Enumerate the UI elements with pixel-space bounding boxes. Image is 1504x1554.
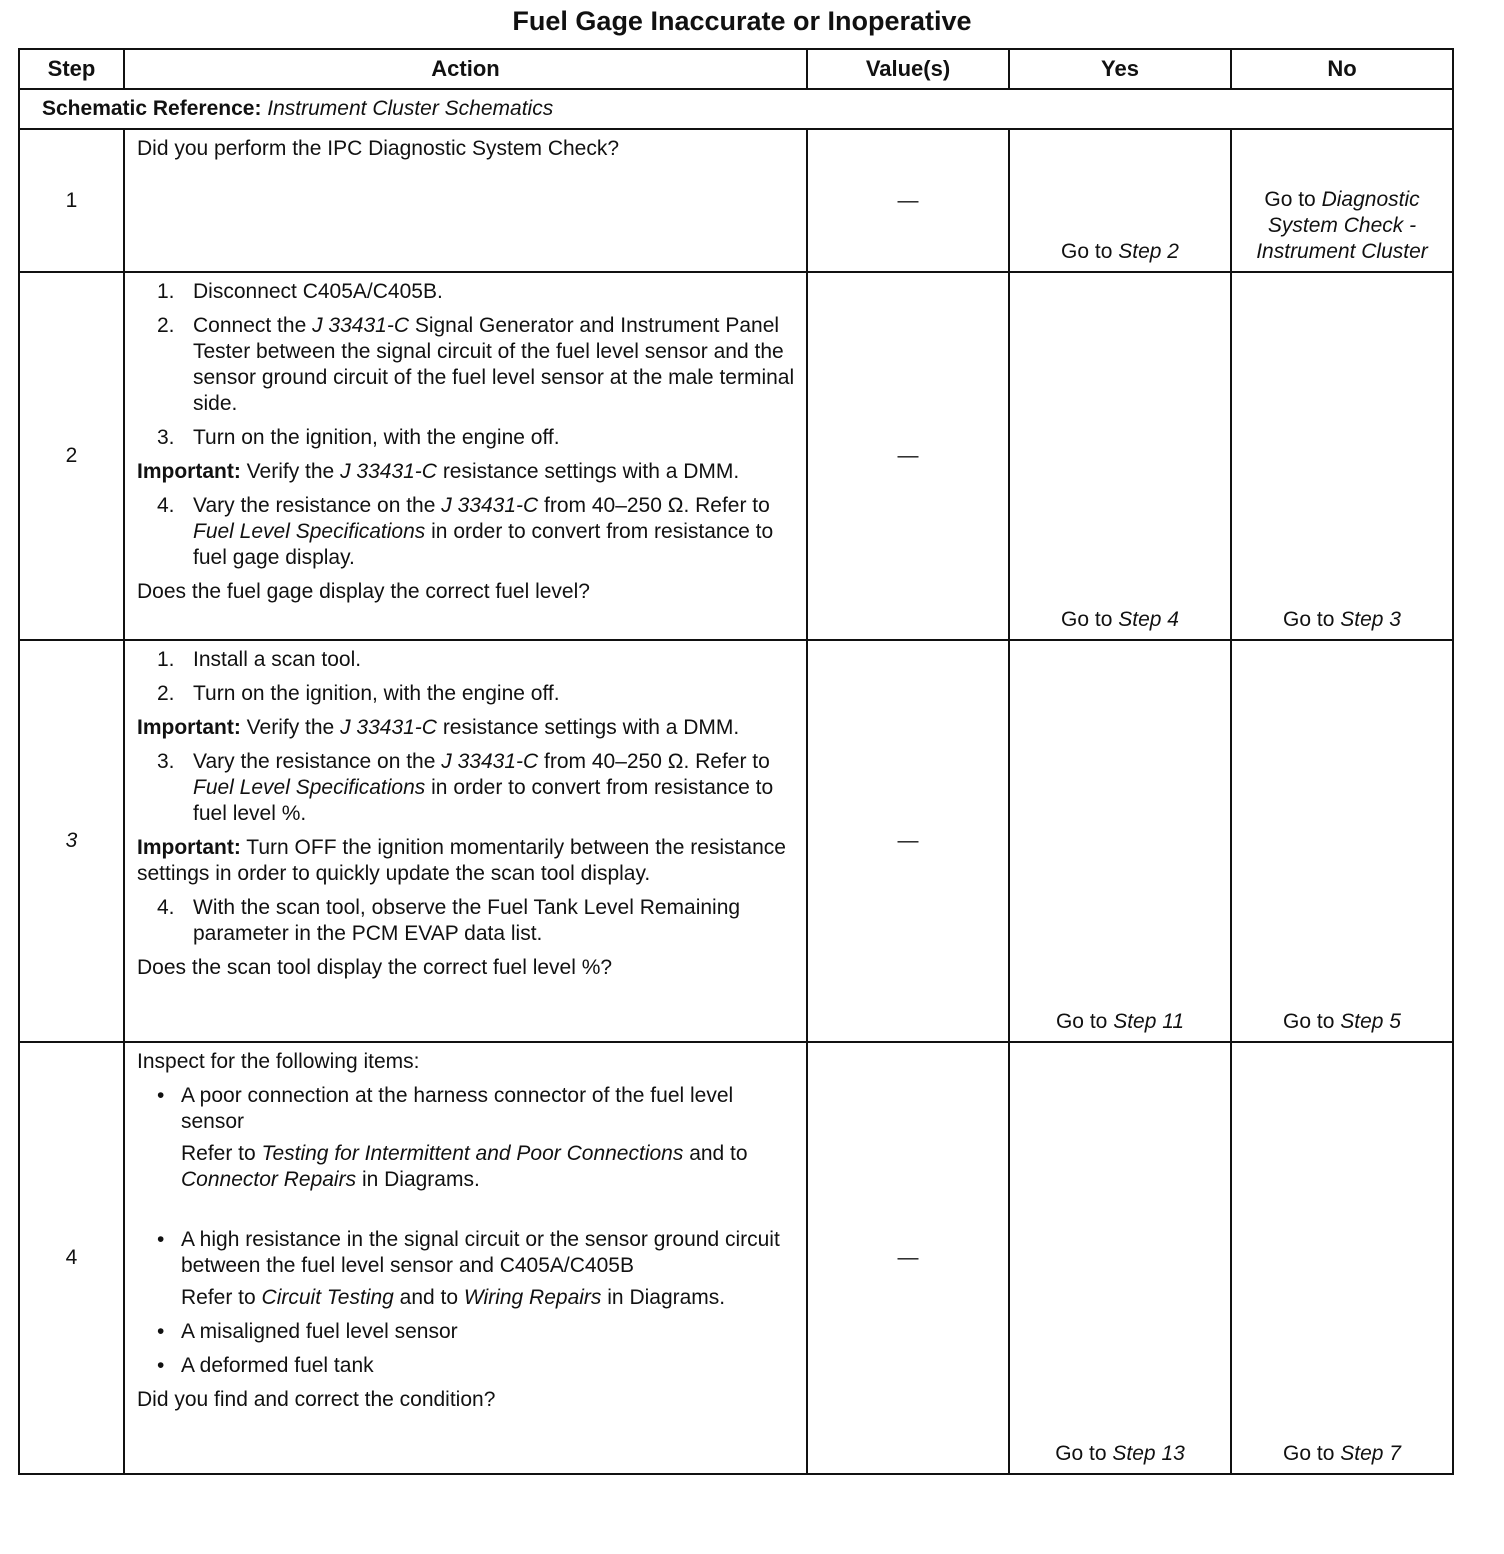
important-note: Important: Verify the J 33431-C resistance settings with a DMM. bbox=[137, 716, 740, 739]
important-note: Important: Turn OFF the ignition momentarily between the resistance settings in order to quickly update the scan tool display. bbox=[137, 836, 786, 885]
list-item: • A deformed fuel tank bbox=[157, 1354, 374, 1377]
yes-link[interactable]: Step 4 bbox=[1118, 608, 1179, 631]
list-item: 4. With the scan tool, observe the Fuel Tank Level Remaining parameter in the PCM EVAP data list. bbox=[157, 896, 741, 945]
no-prefix: Go to bbox=[1283, 1442, 1335, 1465]
no-cell bbox=[1231, 640, 1453, 1042]
reference-note: Refer to Circuit Testing and to Wiring Repairs in Diagrams. bbox=[181, 1286, 726, 1309]
yes-cell bbox=[1009, 272, 1231, 640]
yes-link[interactable]: Step 13 bbox=[1112, 1442, 1185, 1465]
yes-cell bbox=[1009, 1042, 1231, 1474]
value-cell: — bbox=[807, 640, 1009, 1042]
list-item: 3. Vary the resistance on the J 33431-C from 40–250 Ω. Refer to Fuel Level Specifications in order to convert from resistance to fuel level %. bbox=[157, 750, 774, 825]
list-item: 1. Install a scan tool. bbox=[157, 648, 362, 671]
yes-cell bbox=[1009, 129, 1231, 272]
intro-text: Inspect for the following items: bbox=[137, 1050, 420, 1073]
no-link[interactable]: Step 7 bbox=[1340, 1442, 1401, 1465]
schematic-ref: Instrument Cluster Schematics bbox=[267, 97, 554, 120]
table-row bbox=[19, 640, 1453, 1042]
value-cell: — bbox=[807, 272, 1009, 640]
no-link[interactable]: Diagnostic System Check - Instrument Cluster bbox=[1256, 188, 1428, 263]
list-item: 3. Turn on the ignition, with the engine off. bbox=[157, 426, 560, 449]
question: Did you perform the IPC Diagnostic System Check? bbox=[137, 137, 620, 160]
schematic-label: Schematic Reference: bbox=[42, 97, 262, 120]
list-item: 4. Vary the resistance on the J 33431-C from 40–250 Ω. Refer to Fuel Level Specifications in order to convert from resistance to fuel gage display. bbox=[157, 494, 774, 569]
step-number: 2 bbox=[19, 272, 124, 640]
step-number: 3 bbox=[19, 640, 124, 1042]
action-cell bbox=[124, 272, 807, 640]
action-cell bbox=[124, 129, 807, 272]
table-row bbox=[19, 129, 1453, 272]
list-item: • A misaligned fuel level sensor bbox=[157, 1320, 458, 1343]
table-row bbox=[19, 1042, 1453, 1474]
no-cell bbox=[1231, 129, 1453, 272]
header-step: Step bbox=[19, 49, 124, 89]
yes-prefix: Go to bbox=[1055, 1010, 1108, 1033]
yes-link[interactable]: Step 11 bbox=[1113, 1010, 1185, 1033]
header-action: Action bbox=[124, 49, 807, 89]
yes-prefix: Go to bbox=[1061, 608, 1113, 631]
question: Does the fuel gage display the correct fuel level? bbox=[137, 580, 590, 603]
question: Does the scan tool display the correct fuel level %? bbox=[137, 956, 613, 979]
step-number: 1 bbox=[19, 129, 124, 272]
value-cell: — bbox=[807, 1042, 1009, 1474]
diagnostic-table bbox=[18, 48, 1454, 1475]
action-cell bbox=[124, 1042, 807, 1474]
yes-prefix: Go to bbox=[1061, 240, 1113, 263]
no-prefix: Go to bbox=[1264, 188, 1316, 211]
yes-cell bbox=[1009, 640, 1231, 1042]
document-title: Fuel Gage Inaccurate or Inoperative bbox=[512, 6, 972, 36]
schematic-row bbox=[19, 89, 1453, 129]
table-row bbox=[19, 272, 1453, 640]
no-link[interactable]: Step 5 bbox=[1340, 1010, 1401, 1033]
important-note: Important: Verify the J 33431-C resistance settings with a DMM. bbox=[137, 460, 740, 483]
no-cell bbox=[1231, 1042, 1453, 1474]
no-link[interactable]: Step 3 bbox=[1340, 608, 1401, 631]
schematic-reference bbox=[19, 89, 1453, 129]
no-cell bbox=[1231, 272, 1453, 640]
header-yes: Yes bbox=[1009, 49, 1231, 89]
step-number: 4 bbox=[19, 1042, 124, 1474]
list-item: • A poor connection at the harness connector of the fuel level sensor bbox=[157, 1084, 734, 1133]
yes-link[interactable]: Step 2 bbox=[1118, 240, 1179, 263]
list-item: 1. Disconnect C405A/C405B. bbox=[157, 280, 443, 303]
list-item: 2. Turn on the ignition, with the engine off. bbox=[157, 682, 560, 705]
question: Did you find and correct the condition? bbox=[137, 1388, 496, 1411]
no-prefix: Go to bbox=[1283, 608, 1335, 631]
header-no: No bbox=[1231, 49, 1453, 89]
header-row bbox=[19, 49, 1453, 89]
no-prefix: Go to bbox=[1283, 1010, 1335, 1033]
yes-prefix: Go to bbox=[1055, 1442, 1107, 1465]
reference-note: Refer to Testing for Intermittent and Poor Connections and to Connector Repairs in Diagrams. bbox=[181, 1142, 748, 1191]
list-item: 2. Connect the J 33431-C Signal Generator and Instrument Panel Tester between the signal circuit of the fuel level sensor and the sensor ground circuit of the fuel level sensor at the male terminal side. bbox=[157, 314, 795, 415]
list-item: • A high resistance in the signal circuit or the sensor ground circuit between the fuel level sensor and C405A/C405B bbox=[157, 1228, 780, 1277]
header-values: Value(s) bbox=[807, 49, 1009, 89]
value-cell: — bbox=[807, 129, 1009, 272]
action-cell bbox=[124, 640, 807, 1042]
